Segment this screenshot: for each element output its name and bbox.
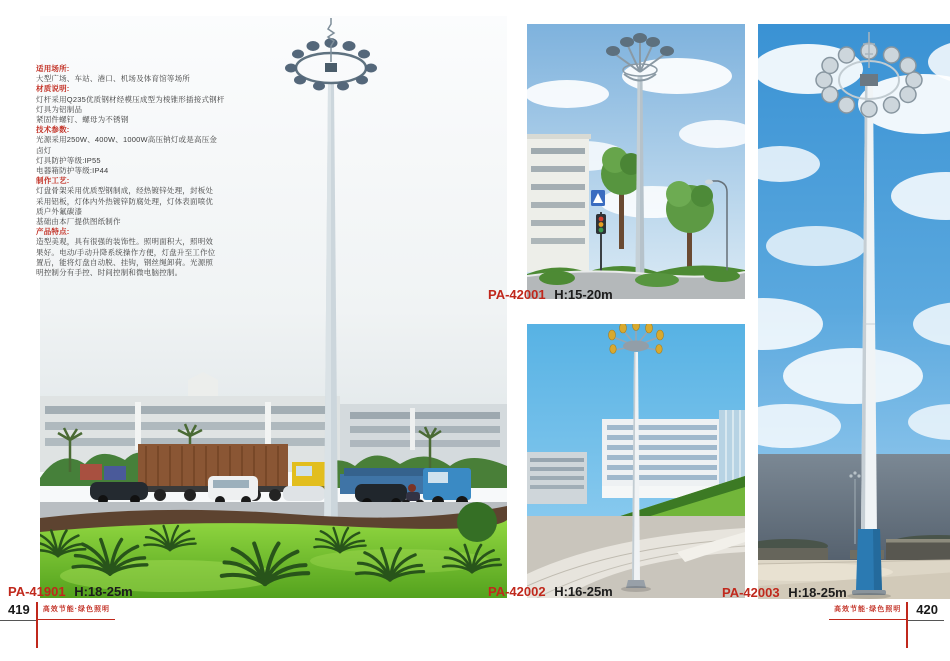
- spec-line: 明控制分有手控、时间控制和微电脑控制。: [36, 268, 183, 278]
- spec-line: 大型广场、车站、港口、机场及体育馆等场所: [36, 74, 190, 84]
- spec-line: 紧固件螺钉、螺母为不锈钢: [36, 115, 129, 125]
- spec-line: 灯盘骨架采用优质型钢制成，经热镀锌处理，封板处: [36, 186, 214, 196]
- round-bush: [457, 502, 497, 542]
- height-range: H:15-20m: [554, 287, 613, 302]
- spec-line: 采用铝板，灯体内外热镀锌防腐处理，灯体表面喷优: [36, 196, 214, 206]
- page-number-left: 419: [0, 602, 36, 621]
- caption-pa42003: [722, 585, 847, 600]
- height-range: H:18-25m: [74, 584, 133, 599]
- spec-line: 光源采用250W、400W、1000W高压钠灯或是高压金: [36, 135, 218, 145]
- model-number: PA-42002: [488, 584, 546, 599]
- height-range: H:18-25m: [788, 585, 847, 600]
- spec-line: 造型美观，具有很强的装饰性。照明面积大，照明效: [36, 237, 214, 247]
- footer-slogan-left: 高效节能·绿色照明: [38, 602, 115, 620]
- spec-section-title: 材质说明:: [36, 84, 70, 94]
- spec-line: 电器箱防护等级:IP44: [36, 166, 109, 176]
- footer-slogan-right: 高效节能·绿色照明: [829, 602, 906, 620]
- spec-line: 灯具防护等级:IP55: [36, 155, 101, 165]
- product-photo-pa42002: [527, 324, 745, 598]
- building: [527, 134, 591, 272]
- caption-pa41901: [8, 584, 133, 599]
- spec-section-title: 技术参数:: [36, 125, 70, 135]
- model-number: PA-41901: [8, 584, 66, 599]
- spec-section-title: 制作工艺:: [36, 176, 70, 186]
- spec-line: 置后，能将灯盘自动脱、挂钩，钢丝绳卸荷。光源照: [36, 257, 214, 267]
- product-photo-pa42003: [758, 24, 950, 599]
- caption-pa42001: [488, 287, 613, 302]
- spec-section-title: 适用场所:: [36, 64, 70, 73]
- footer-left: [0, 602, 115, 648]
- spec-text-block: [36, 64, 244, 278]
- spec-line: 卤灯: [36, 145, 52, 155]
- height-range: H:16-25m: [554, 584, 613, 599]
- product-photo-pa42001: [527, 24, 745, 299]
- caption-pa42002: [488, 584, 613, 599]
- model-number: PA-42003: [722, 585, 780, 600]
- model-number: PA-42001: [488, 287, 546, 302]
- spec-line: 果好。电动/手动升降系统操作方便，灯盘升至工作位: [36, 247, 216, 257]
- spec-line: 灯具为铝制品: [36, 104, 83, 114]
- spec-section-title: 产品特点:: [36, 227, 70, 237]
- spec-line: 灯杆采用Q235优质钢材经模压成型为棱锥形插接式钢杆: [36, 94, 225, 104]
- footer-right: [829, 602, 944, 648]
- page-number-right: 420: [908, 602, 944, 621]
- spec-line: 基础由本厂提供图纸制作: [36, 217, 121, 227]
- spec-line: 质户外氟碳漆: [36, 206, 83, 216]
